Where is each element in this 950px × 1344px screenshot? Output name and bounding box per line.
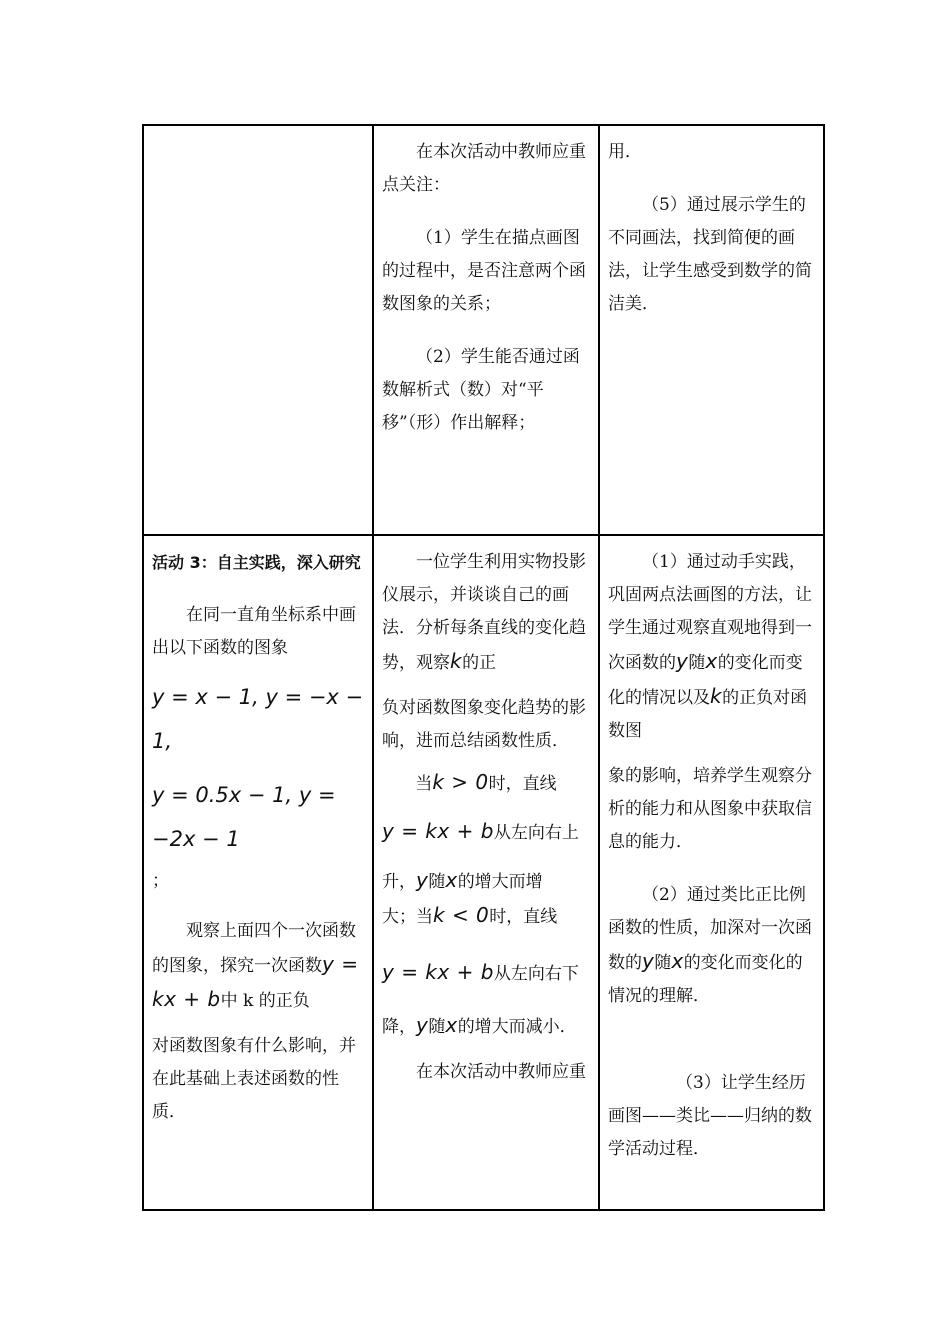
rising-conclusion: 升，y随x的增大而增 bbox=[382, 868, 543, 892]
row1-teacher-cell bbox=[373, 125, 599, 535]
row1-activity-cell bbox=[143, 125, 373, 535]
row2-activity-cell bbox=[143, 535, 373, 1210]
intent-point-1: （1）通过动手实践，巩固两点法画图的方法，让学生通过观察直观地得到一次函数的y随x的变化而变化的情况以及k的正负对函数图 bbox=[608, 552, 812, 741]
row2-teacher-cell bbox=[373, 535, 599, 1210]
line-rising: y = kx + b从左向右上 bbox=[382, 819, 579, 843]
lesson-table bbox=[142, 124, 825, 1211]
teacher-focus-tail: 在本次活动中教师应重 bbox=[416, 1062, 586, 1082]
student-demo-cont: 负对函数图象变化趋势的影响，进而总结函数性质． bbox=[382, 698, 586, 751]
intent-point-1-cont: 象的影响，培养学生观察分析的能力和从图象中获取信息的能力． bbox=[608, 766, 812, 852]
table-row bbox=[143, 535, 824, 1210]
row2-intent-cell bbox=[599, 535, 824, 1210]
teacher-focus-point-2: （2）学生能否通过函数解析式（数）对“平移”（形）作出解释； bbox=[382, 347, 580, 433]
row1-intent-cell bbox=[599, 125, 824, 535]
formula-kx-b: y = kx + b bbox=[152, 952, 359, 1011]
case-k-negative: 大；当k < 0时，直线 bbox=[382, 903, 558, 927]
activity-instruction: 在同一直角坐标系中画出以下函数的图象 bbox=[152, 605, 356, 658]
intent-point-3: （3）让学生经历画图——类比——归纳的数学活动过程． bbox=[608, 1073, 812, 1159]
teacher-focus-point-1: （1）学生在描点画图的过程中，是否注意两个函数图象的关系； bbox=[382, 228, 586, 314]
falling-conclusion: 降，y随x的增大而减小． bbox=[382, 1013, 577, 1037]
activity-question: 观察上面四个一次函数的图象，探究一次函数y = kx + b中 k 的正负 bbox=[152, 921, 359, 1011]
table-row bbox=[143, 125, 824, 535]
intent-point-5: （5）通过展示学生的不同画法，找到简便的画法，让学生感受到数学的简洁美． bbox=[608, 195, 812, 314]
student-demo-text: 一位学生利用实物投影仪展示，并谈谈自己的画法．分析每条直线的变化趋势，观察k的正 bbox=[382, 552, 586, 673]
equation-semicolon: ； bbox=[152, 871, 169, 891]
activity-question-cont: 对函数图象有什么影响，并在此基础上表述函数的性质． bbox=[152, 1036, 356, 1122]
activity-title: 活动 3：自主实践，深入研究 bbox=[152, 553, 361, 572]
intent-point-2: （2）通过类比正比例函数的性质，加深对一次函数的y随x的变化而变化的情况的理解． bbox=[608, 885, 812, 1006]
case-k-positive: 当k > 0时，直线 bbox=[415, 770, 557, 794]
equation-line-1: y = x − 1, y = −x − 1, bbox=[152, 685, 364, 753]
line-falling: y = kx + b从左向右下 bbox=[382, 960, 579, 984]
intent-continuation: 用． bbox=[608, 142, 642, 162]
teacher-focus-intro: 在本次活动中教师应重点关注： bbox=[382, 142, 586, 195]
equation-line-2: y = 0.5x − 1, y = −2x − 1 bbox=[152, 783, 336, 851]
